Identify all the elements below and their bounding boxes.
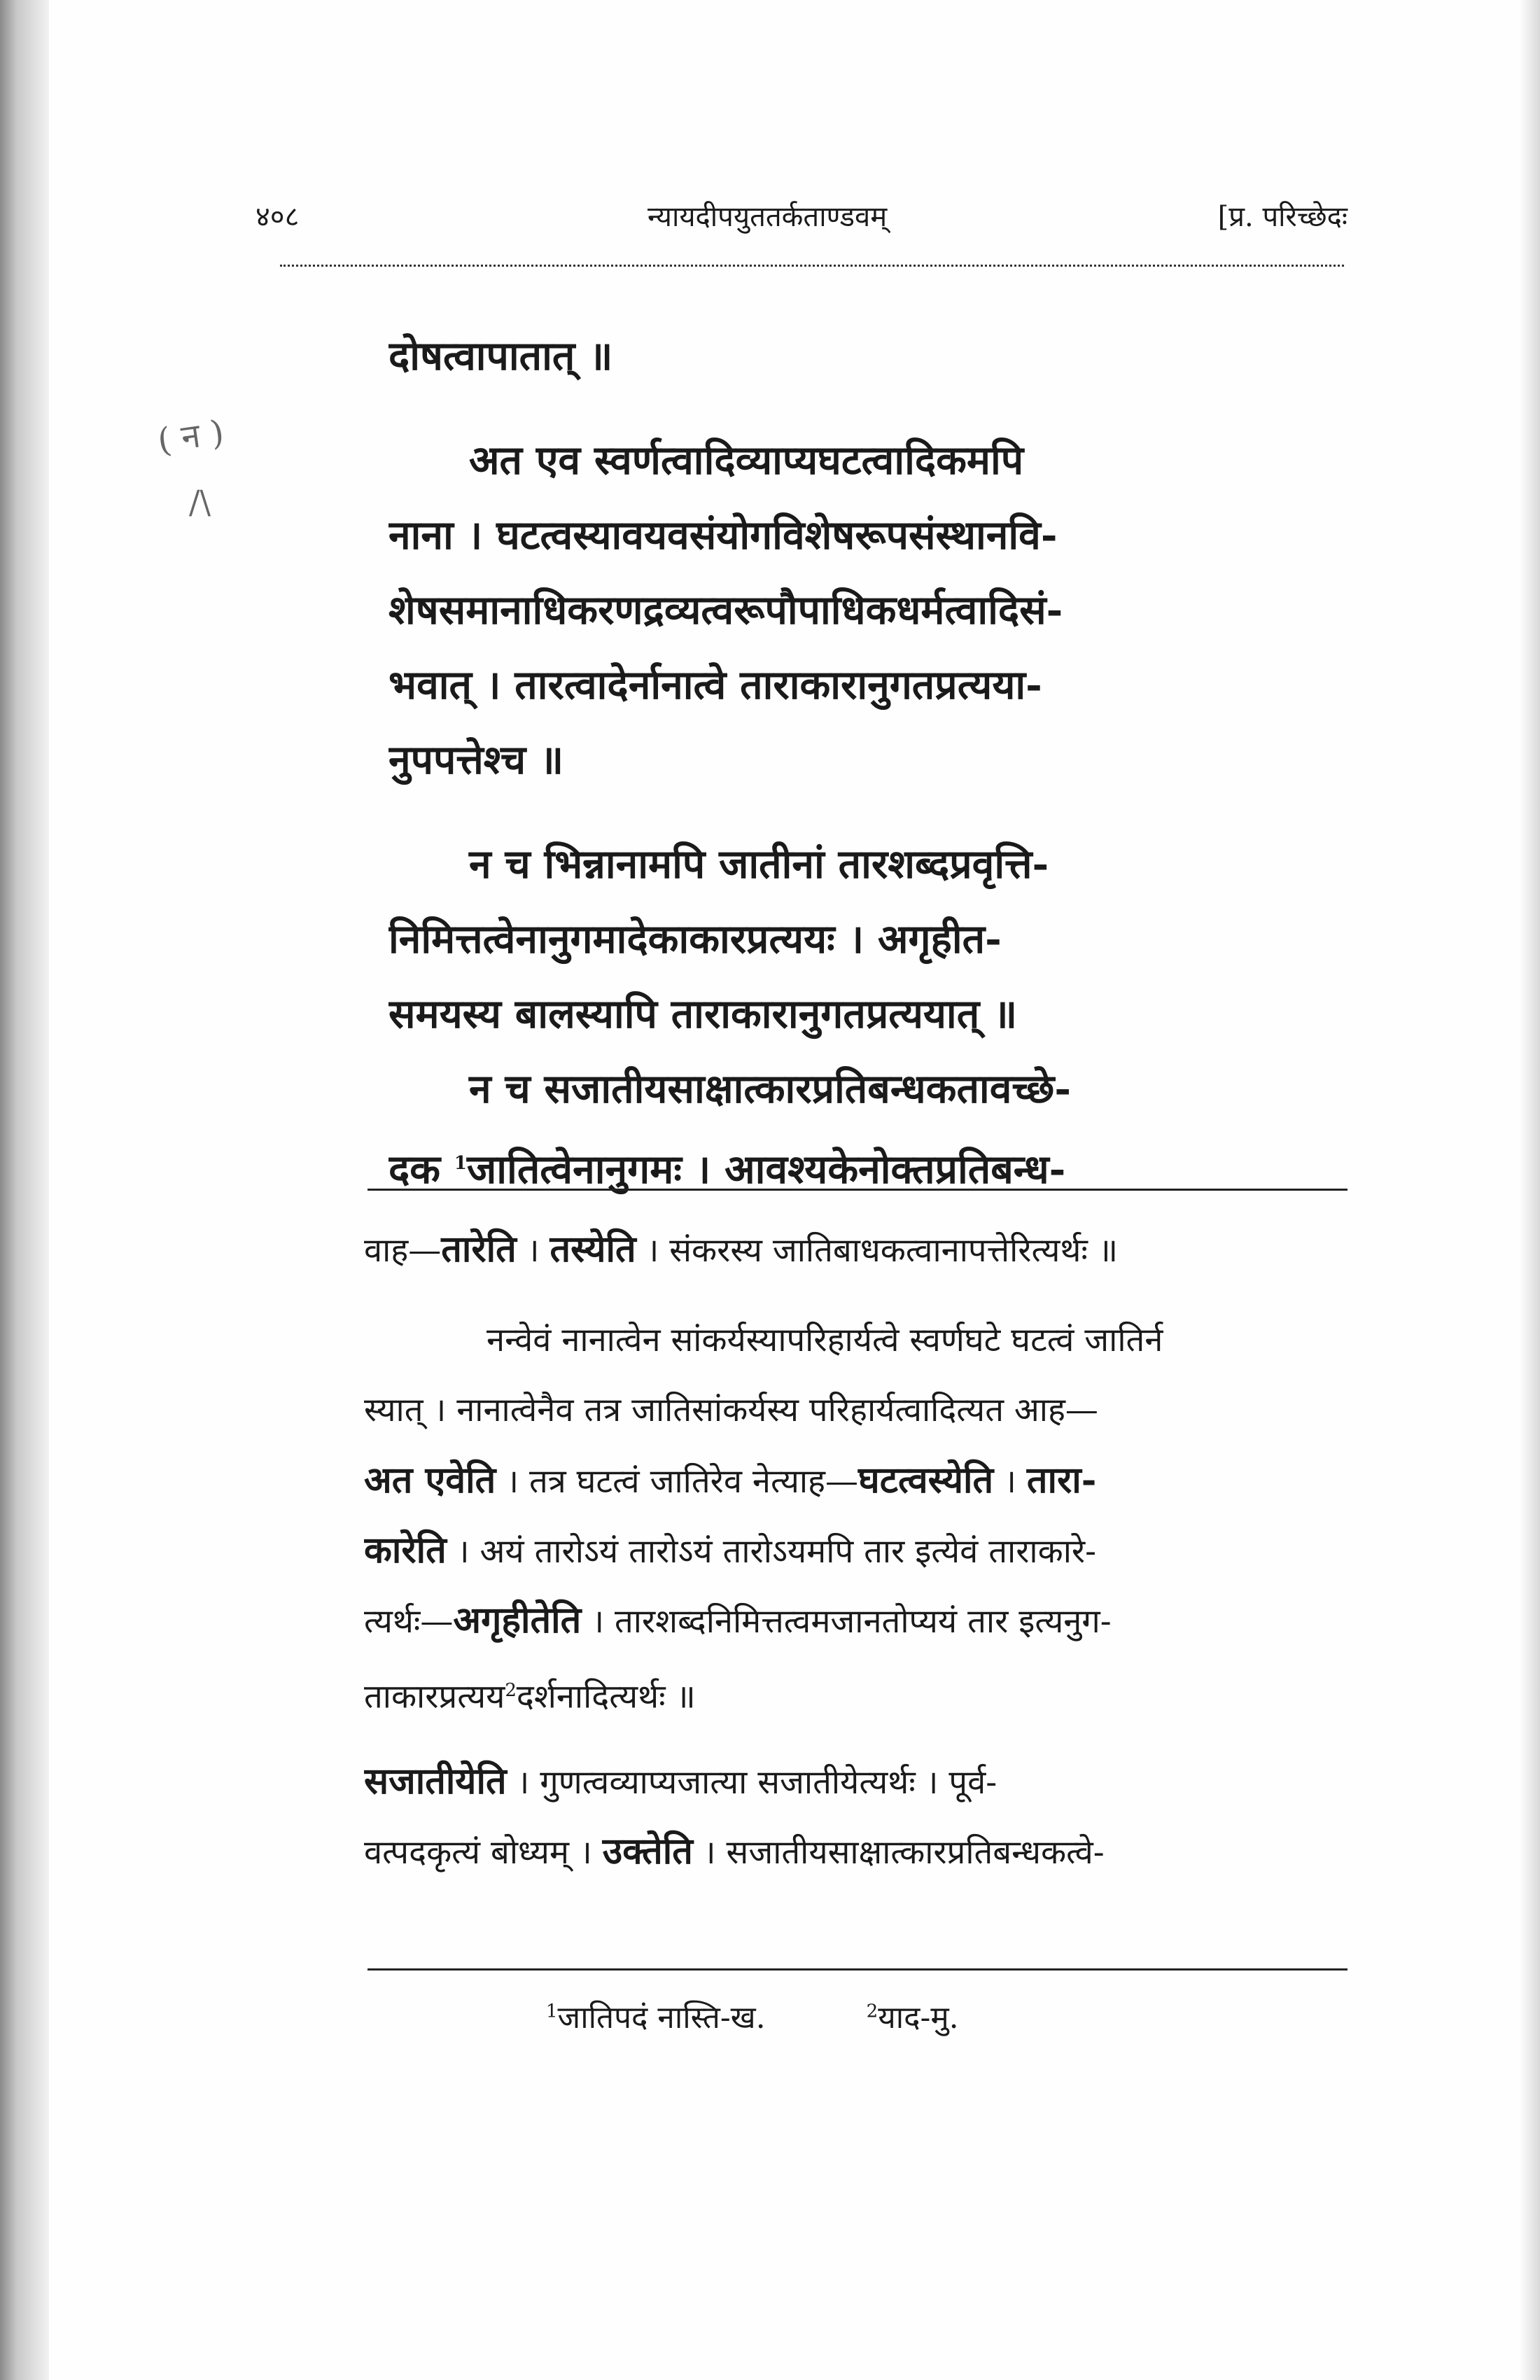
footnotes bbox=[546, 1995, 1176, 2037]
pratika-term: अगृहीतेति bbox=[453, 1599, 582, 1642]
pratika-term: सजातीयेति bbox=[364, 1760, 507, 1802]
running-header bbox=[255, 196, 1348, 245]
commentary-line bbox=[364, 1656, 1358, 1726]
main-line: अत एव स्वर्णत्वादिव्याप्यघटत्वादिकमपि bbox=[469, 437, 1024, 484]
commentary-line: स्यात् । नानात्वेनैव तत्र जातिसांकर्यस्य परिहार्यत्वादित्यत आह— bbox=[364, 1391, 1098, 1429]
main-text-rule bbox=[368, 1189, 1348, 1191]
main-line: समयस्य बालस्यापि ताराकारानुगतप्रत्ययात् ॥ bbox=[388, 990, 1018, 1037]
header-rule bbox=[280, 265, 1344, 270]
commentary-fragment: । सजातीयसाक्षात्कारप्रतिबन्धकत्वे- bbox=[692, 1833, 1105, 1872]
main-text-fragment: जातित्वेनानुगमः । आवश्यकेनोक्तप्रतिबन्ध- bbox=[467, 1146, 1066, 1193]
footnote-text: जातिपदं नास्ति-ख. bbox=[557, 2000, 766, 2036]
pratika-term: तारा- bbox=[1026, 1459, 1097, 1502]
footnote-marker: 2 bbox=[505, 1680, 517, 1701]
footnote-1 bbox=[546, 2000, 766, 2036]
margin-handwritten-mark: /\ bbox=[189, 483, 211, 521]
main-line: दोषत्वापातात् ॥ bbox=[388, 332, 613, 379]
page-number: ४०८ bbox=[255, 201, 300, 233]
footnote-text: याद-मु. bbox=[878, 2000, 959, 2036]
main-line: नुपपत्तेश्च ॥ bbox=[388, 736, 564, 783]
commentary-fragment: ताकारप्रत्यय bbox=[364, 1677, 505, 1716]
commentary-line bbox=[364, 1516, 1358, 1586]
pratika-term: घटत्वस्येति bbox=[858, 1459, 994, 1502]
commentary-line: नन्वेवं नानात्वेन सांकर्यस्यापरिहार्यत्वे स्वर्णघटे घटत्वं जातिर्न bbox=[486, 1321, 1163, 1359]
page-edge bbox=[1519, 0, 1540, 2380]
section-label: [प्र. परिच्छेदः bbox=[1217, 201, 1348, 233]
pratika-term: तस्येति bbox=[550, 1228, 636, 1270]
main-line: भवात् । तारत्वादेर्नानात्वे ताराकारानुगतप्रत्यया- bbox=[388, 662, 1042, 708]
main-line: न च सजातीयसाक्षात्कारप्रतिबन्धकतावच्छे- bbox=[469, 1065, 1071, 1112]
footnote-number: 1 bbox=[546, 2001, 558, 2022]
pratika-term: उक्तेति bbox=[602, 1830, 693, 1872]
footnote-2 bbox=[867, 2000, 959, 2036]
commentary-fragment: । संकरस्य जातिबाधकत्वानापत्तेरित्यर्थः ॥ bbox=[636, 1231, 1118, 1270]
main-line: शेषसमानाधिकरणद्रव्यत्वरूपौपाधिकधर्मत्वादिसं- bbox=[388, 587, 1063, 634]
commentary-text bbox=[364, 1214, 1358, 1886]
commentary-fragment: । तत्र घटत्वं जातिरेव नेत्याह— bbox=[496, 1462, 859, 1501]
commentary-fragment: । गुणत्वव्याप्यजात्या सजातीयेत्यर्थः । पूर्व- bbox=[506, 1763, 997, 1802]
commentary-line bbox=[364, 1746, 1358, 1816]
main-line: न च भिन्नानामपि जातीनां तारशब्दप्रवृत्ति- bbox=[469, 841, 1049, 888]
commentary-line bbox=[364, 1214, 1358, 1284]
commentary-fragment: वाह— bbox=[364, 1231, 442, 1270]
pratika-term: अत एवेति bbox=[364, 1459, 496, 1502]
main-text-fragment: दक bbox=[388, 1146, 441, 1193]
commentary-fragment: । अयं तारोऽयं तारोऽयं तारोऽयमपि तार इत्येवं ताराकारे- bbox=[446, 1532, 1096, 1571]
pratika-term: कारेति bbox=[364, 1529, 447, 1572]
pratika-term: तारेति bbox=[441, 1228, 517, 1270]
book-title: न्यायदीपयुततर्कताण्डवम् bbox=[648, 201, 888, 233]
commentary-fragment: । bbox=[516, 1231, 550, 1270]
footnote-marker: 1 bbox=[454, 1153, 467, 1174]
footnote-number: 2 bbox=[866, 2001, 878, 2022]
margin-handwritten-note: ( न ) bbox=[155, 412, 227, 461]
commentary-line bbox=[364, 1586, 1358, 1656]
binding-shadow bbox=[0, 0, 49, 2380]
commentary-line bbox=[364, 1816, 1358, 1886]
commentary-fragment: दर्शनादित्यर्थः ॥ bbox=[516, 1677, 696, 1716]
commentary-fragment: । तारशब्दनिमित्तत्वमजानतोप्ययं तार इत्यनुग- bbox=[581, 1602, 1112, 1641]
commentary-fragment: । bbox=[993, 1462, 1027, 1501]
footnote-rule bbox=[368, 1968, 1348, 1970]
main-text bbox=[388, 318, 1236, 1201]
commentary-line bbox=[364, 1446, 1358, 1516]
main-line: निमित्तत्वेनानुगमादेकाकारप्रत्ययः । अगृहीत- bbox=[388, 916, 1002, 962]
main-line: नाना । घटत्वस्यावयवसंयोगविशेषरूपसंस्थानवि- bbox=[388, 512, 1058, 559]
commentary-fragment: वत्पदकृत्यं बोध्यम् । bbox=[364, 1833, 603, 1872]
commentary-fragment: त्यर्थः— bbox=[364, 1602, 454, 1641]
